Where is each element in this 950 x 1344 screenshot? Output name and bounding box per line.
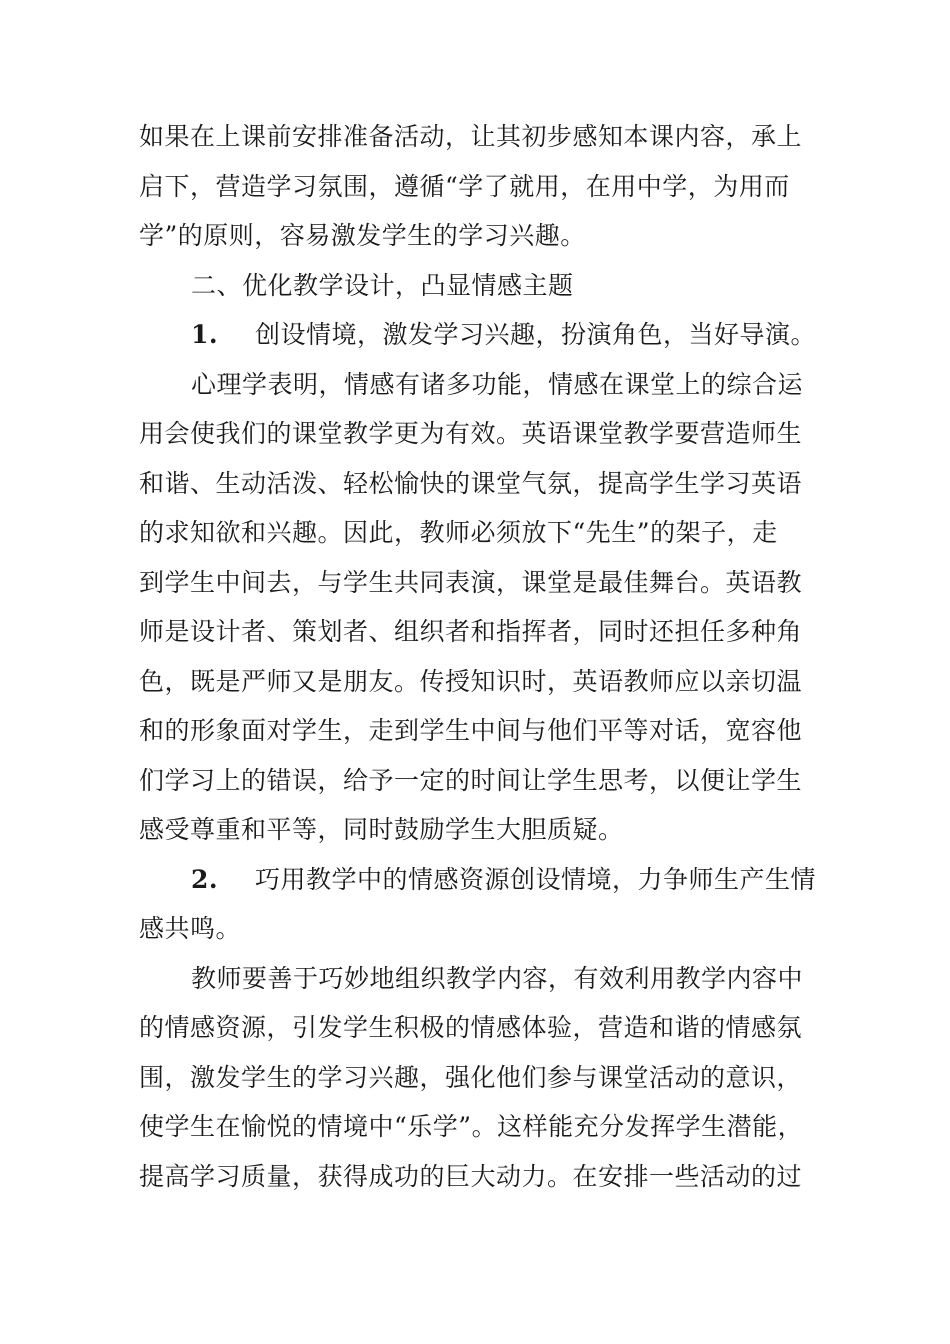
text-line: 和谐、生动活泼、轻松愉快的课堂气氛，提高学生学习英语 <box>139 468 803 498</box>
text-line: 学”的原则，容易激发学生的学习兴趣。 <box>139 221 586 250</box>
list-number: 2. <box>191 864 219 894</box>
text-line: 用会使我们的课堂教学更为有效。英语课堂教学要营造师生 <box>139 419 803 448</box>
text-line: 如果在上课前安排准备活动，让其初步感知本课内容，承上 <box>139 122 803 151</box>
text-line: 感受尊重和平等，同时鼓励学生大胆质疑。 <box>139 815 624 844</box>
text-line: 教师要善于巧妙地组织教学内容，有效利用教学内容中 <box>191 963 804 993</box>
text-line: 和的形象面对学生，走到学生中间与他们平等对话，宽容他 <box>139 716 803 745</box>
list-item-text: 创设情境，激发学习兴趣，扮演角色，当好导演。 <box>255 320 817 349</box>
text-line: 们学习上的错误，给予一定的时间让学生思考，以便让学生 <box>139 765 803 795</box>
text-line: 围，激发学生的学习兴趣，强化他们参与课堂活动的意识， <box>139 1062 803 1092</box>
text-line: 心理学表明，情感有诸多功能，情感在课堂上的综合运 <box>191 369 804 399</box>
document-body <box>139 112 819 1201</box>
list-item-2 <box>139 855 819 905</box>
text-line: 的情感资源，引发学生积极的情感体验，营造和谐的情感氛 <box>139 1013 803 1042</box>
text-line: 提高学习质量，获得成功的巨大动力。在安排一些活动的过 <box>139 1161 803 1191</box>
text-line: 到学生中间去，与学生共同表演，课堂是最佳舞台。英语教 <box>139 567 803 597</box>
list-item-1 <box>139 310 819 360</box>
text-line: 感共鸣。 <box>139 914 242 943</box>
list-number: 1. <box>191 320 219 349</box>
text-line: 启下，营造学习氛围，遵循“学了就用，在用中学，为用而 <box>139 171 790 201</box>
text-line: 使学生在愉悦的情境中“乐学”。这样能充分发挥学生潜能， <box>139 1112 804 1141</box>
text-line: 的求知欲和兴趣。因此，教师必须放下“先生”的架子，走 <box>139 518 778 547</box>
text-line: 师是设计者、策划者、组织者和指挥者，同时还担任多种角 <box>139 617 803 646</box>
text-line: 色，既是严师又是朋友。传授知识时，英语教师应以亲切温 <box>139 666 803 696</box>
list-item-text: 巧用教学中的情感资源创设情境，力争师生产生情 <box>255 864 817 894</box>
section-heading: 二、优化教学设计，凸显情感主题 <box>191 270 574 300</box>
